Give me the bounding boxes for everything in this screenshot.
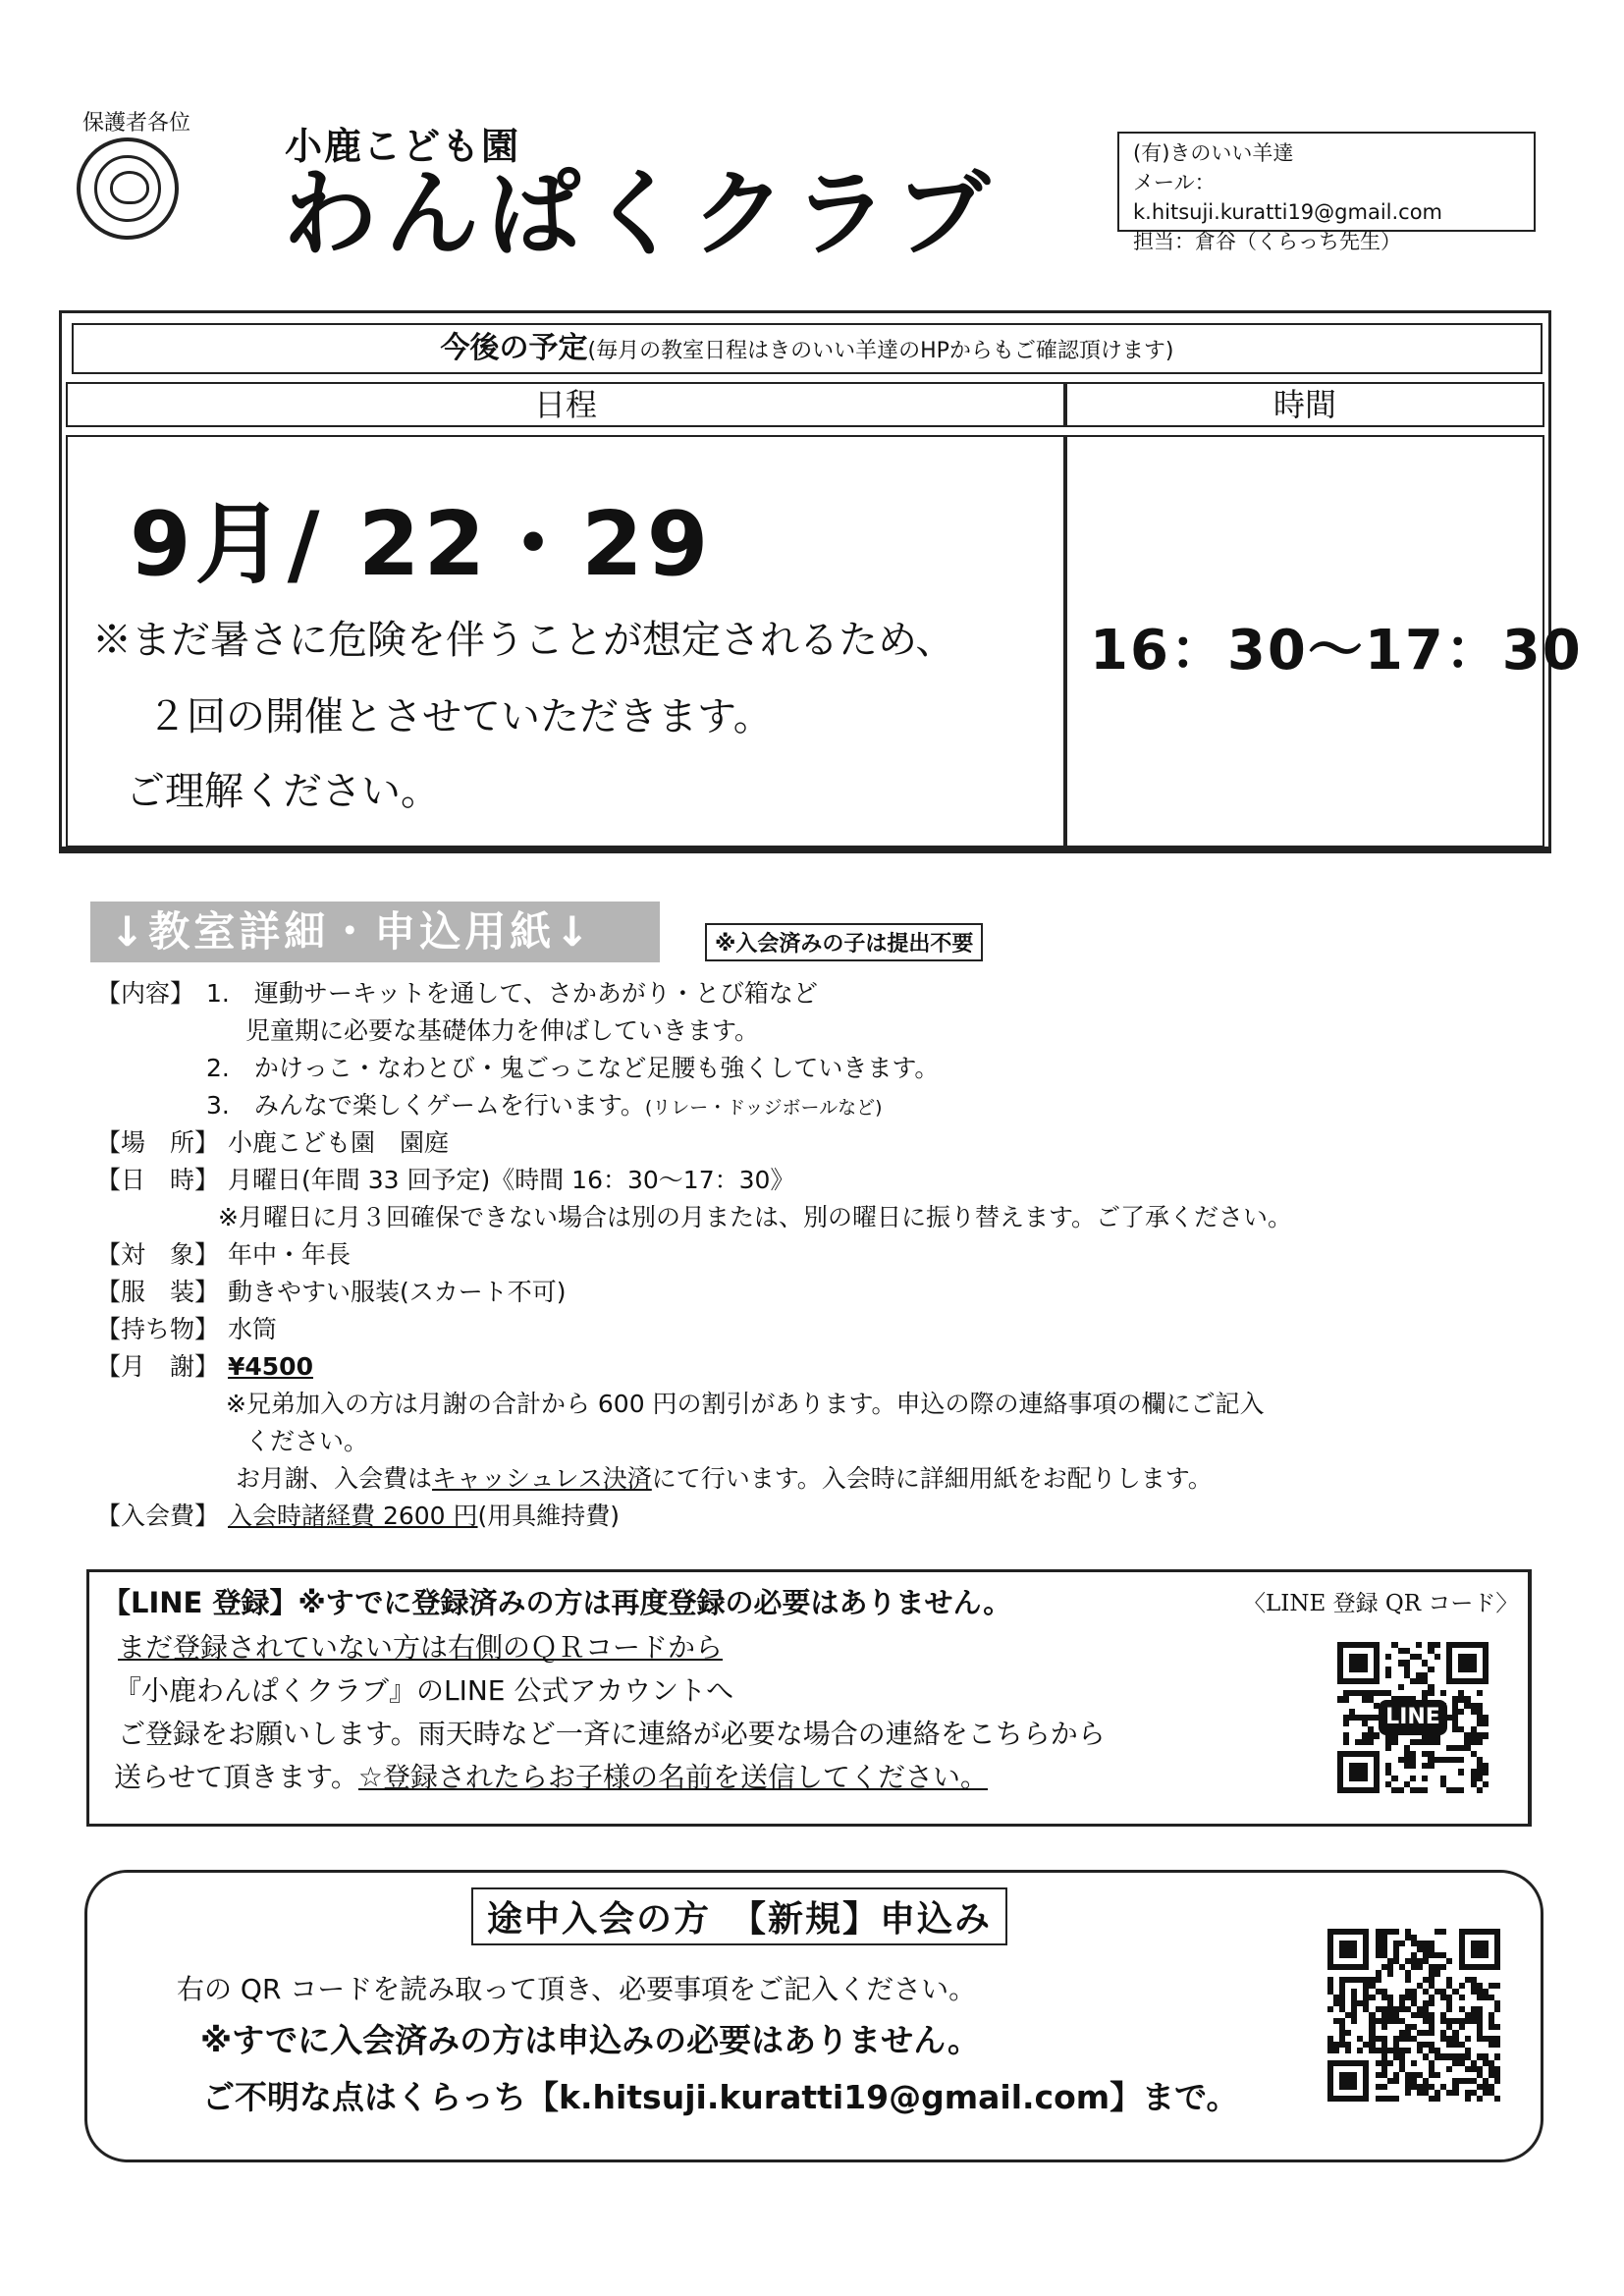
- entry-fee-label: 【入会費】: [96, 1502, 220, 1530]
- content-item-3: 3. みんなで楽しくゲームを行います。(リレー・ドッジボールなど): [206, 1091, 883, 1120]
- application-qr-code[interactable]: [1327, 1929, 1500, 2102]
- line-qr-caption: 〈LINE 登録 QR コード〉: [1243, 1591, 1519, 1616]
- fee-value: ¥4500: [228, 1352, 313, 1381]
- line-text-2: 『小鹿わんぱくクラブ』のLINE 公式アカウントへ: [114, 1674, 734, 1707]
- target-label: 【対 象】: [96, 1240, 220, 1269]
- schedule-time: 16：30〜17：30: [1090, 619, 1583, 683]
- schedule-heading-row: [72, 323, 1543, 374]
- content-item-3-note: (リレー・ドッジボールなど): [644, 1097, 883, 1119]
- club-seal-logo: [77, 137, 179, 240]
- time-column-header: 時間: [1065, 382, 1544, 427]
- clothes-label: 【服 装】: [96, 1278, 220, 1306]
- new-member-title: 途中入会の方 【新規】申込み: [471, 1887, 1007, 1945]
- content-item-2: 2. かけっこ・なわとび・鬼ごっこなど足腰も強くしていきます。: [206, 1054, 940, 1082]
- fee-note-3: お月謝、入会費はキャッシュレス決済にて行います。入会時に詳細用紙をお配りします。: [236, 1464, 1213, 1493]
- line-text-3: ご登録をお願いします。雨天時など一斉に連絡が必要な場合の連絡をこちらから: [118, 1718, 1106, 1750]
- schedule-notice-3: ご理解ください。: [126, 769, 440, 814]
- fee-note-2: ください。: [245, 1427, 369, 1455]
- addressee: 保護者各位: [82, 111, 191, 136]
- fee-label: 【月 謝】: [96, 1352, 220, 1381]
- place-label: 【場 所】: [96, 1128, 220, 1157]
- items-value: 水筒: [228, 1315, 278, 1343]
- entry-fee-value: 入会時諸経費 2600 円(用具維持費): [228, 1502, 621, 1530]
- schedule-heading-note: (毎月の教室日程はきのいい羊達のHPからもご確認頂けます): [587, 339, 1174, 363]
- clothes-value: 動きやすい服装(スカート不可): [228, 1278, 567, 1306]
- datetime-value: 月曜日(年間 33 回予定)《時間 16：30〜17：30》: [228, 1166, 795, 1194]
- line-text-4: 送らせて頂きます。☆登録されたらお子様の名前を送信してください。: [114, 1761, 989, 1793]
- place-value: 小鹿こども園 園庭: [228, 1128, 450, 1157]
- new-member-text-2: ※すでに入会済みの方は申込みの必要はありません。: [200, 2021, 981, 2059]
- contact-email: メール：k.hitsuji.kuratti19@gmail.com: [1133, 171, 1443, 224]
- line-text-1: まだ登録されていない方は右側のＱＲコードから: [118, 1631, 724, 1664]
- table-bottom-rule: [59, 847, 1551, 853]
- line-logo-icon: LINE: [1379, 1700, 1447, 1735]
- datetime-label: 【日 時】: [96, 1166, 220, 1194]
- content-item-1-cont: 児童期に必要な基礎体力を伸ばしていきます。: [245, 1016, 760, 1045]
- schedule-notice-1: ※まだ暑さに危険を伴うことが想定されるため、: [92, 618, 955, 663]
- no-need-badge: ※入会済みの子は提出不要: [705, 923, 983, 961]
- target-value: 年中・年長: [228, 1240, 352, 1269]
- date-column-header: 日程: [66, 382, 1065, 427]
- schedule-heading: 今後の予定: [440, 331, 588, 365]
- schedule-notice-2: ２回の開催とさせていただきます。: [147, 694, 773, 739]
- content-item-1: 1. 運動サーキットを通して、さかあがり・とび箱など: [206, 979, 818, 1008]
- line-heading: 【LINE 登録】※すでに登録済みの方は再度登録の必要はありません。: [102, 1586, 1012, 1619]
- contact-person: 担当：倉谷（くらっち先生）: [1133, 230, 1401, 253]
- details-section-tag: ↓教室詳細・申込用紙↓: [90, 902, 660, 962]
- contact-box: [1117, 132, 1536, 253]
- new-member-text-1: 右の QR コードを読み取って頂き、必要事項をご記入ください。: [177, 1973, 977, 2005]
- datetime-note: ※月曜日に月３回確保できない場合は別の月または、別の曜日に振り替えます。ご了承ください。: [218, 1203, 1292, 1231]
- cashless-text: キャッシュレス決済: [432, 1464, 652, 1493]
- new-member-text-3: ご不明な点はくらっち【k.hitsuji.kuratti19@gmail.com】まで。: [202, 2078, 1239, 2116]
- fee-note-1: ※兄弟加入の方は月謝の合計から 600 円の割引があります。申込の際の連絡事項の欄にご記入: [226, 1390, 1265, 1418]
- sheep-face-icon: [110, 171, 149, 204]
- company-name: (有)きのいい羊達: [1133, 141, 1294, 165]
- page-title: わんぱくクラブ: [283, 159, 998, 269]
- items-label: 【持ち物】: [96, 1315, 220, 1343]
- schedule-dates: 9月/ 22・29: [130, 493, 713, 596]
- school-name: 小鹿こども園: [285, 125, 521, 168]
- content-label: 【内容】: [96, 979, 195, 1008]
- send-name-request: ☆登録されたらお子様の名前を送信してください。: [357, 1761, 989, 1793]
